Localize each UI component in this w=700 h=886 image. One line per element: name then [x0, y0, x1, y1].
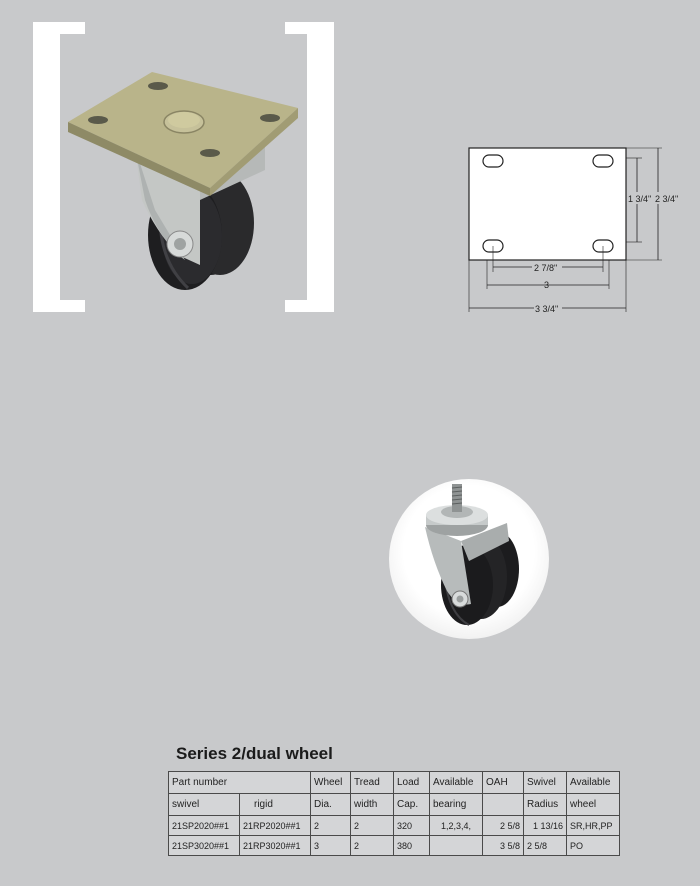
- cell-radius: 2 5/8: [524, 836, 567, 856]
- header-radius: Radius: [524, 794, 567, 816]
- dim-plate-height-label: 2 3/4": [655, 194, 679, 204]
- cell-wheel: PO: [567, 836, 620, 856]
- cell-radius: 1 13/16: [524, 816, 567, 836]
- cell-rigid: 21RP3020##1: [240, 836, 311, 856]
- dim-hole-width-inner-label: 2 7/8": [534, 263, 558, 273]
- cell-load: 380: [394, 836, 430, 856]
- header-width: width: [351, 794, 394, 816]
- spec-table: [168, 771, 620, 856]
- header-bearing: bearing: [430, 794, 483, 816]
- table-row: [169, 836, 620, 856]
- header-rigid: rigid: [240, 794, 311, 816]
- right-bracket-vertical: [307, 22, 334, 312]
- header-cap: Cap.: [394, 794, 430, 816]
- stem-caster-image: [389, 479, 549, 639]
- header-available-bearing: Available: [430, 772, 483, 794]
- dim-plate-width-label: 3 3/4": [535, 304, 559, 314]
- table-header-row: [169, 772, 620, 794]
- dim-hole-height-label: 1 3/4": [628, 194, 652, 204]
- header-part-number: Part number: [169, 772, 311, 794]
- header-wheel-type: wheel: [567, 794, 620, 816]
- cell-tread: 2: [351, 816, 394, 836]
- right-bracket-top: [285, 22, 334, 34]
- header-oah: OAH: [483, 772, 524, 794]
- cell-dia: 2: [311, 816, 351, 836]
- cell-swivel: 21SP3020##1: [169, 836, 240, 856]
- table-row: [169, 816, 620, 836]
- left-bracket-vertical: [33, 22, 60, 312]
- right-bracket-bottom: [285, 300, 334, 312]
- left-bracket-bottom: [33, 300, 85, 312]
- cell-oah: 2 5/8: [483, 816, 524, 836]
- cell-load: 320: [394, 816, 430, 836]
- header-load: Load: [394, 772, 430, 794]
- cell-oah: 3 5/8: [483, 836, 524, 856]
- cell-dia: 3: [311, 836, 351, 856]
- cell-bearing: 1,2,3,4,: [430, 816, 483, 836]
- header-swivel-radius: Swivel: [524, 772, 567, 794]
- header-available-wheel: Available: [567, 772, 620, 794]
- dim-hole-width-label: 3: [544, 280, 550, 290]
- table-header-row: [169, 794, 620, 816]
- series-title: Series 2/dual wheel: [176, 744, 333, 763]
- header-tread: Tread: [351, 772, 394, 794]
- header-wheel: Wheel: [311, 772, 351, 794]
- header-dia: Dia.: [311, 794, 351, 816]
- plate-caster-image: [60, 60, 310, 300]
- cell-swivel: 21SP2020##1: [169, 816, 240, 836]
- header-swivel: swivel: [169, 794, 240, 816]
- cell-wheel: SR,HR,PP: [567, 816, 620, 836]
- cell-rigid: 21RP2020##1: [240, 816, 311, 836]
- left-bracket-top: [33, 22, 85, 34]
- cell-bearing: [430, 836, 483, 856]
- cell-tread: 2: [351, 836, 394, 856]
- header-oah-blank: [483, 794, 524, 816]
- plate-dimension-drawing: [462, 140, 692, 320]
